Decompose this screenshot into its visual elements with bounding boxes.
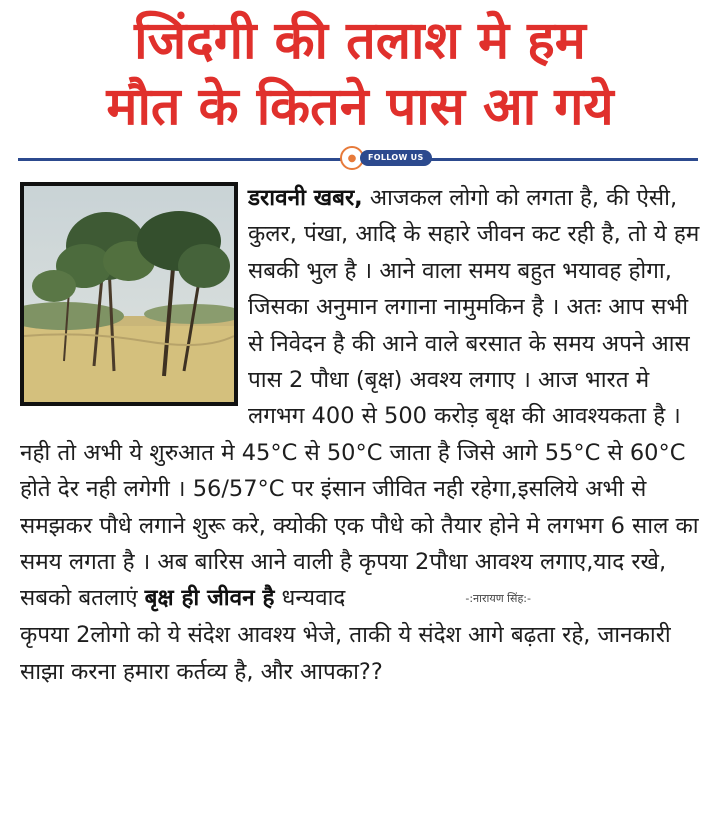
follow-logo-icon: ● — [340, 146, 364, 170]
article-body — [20, 180, 708, 690]
lead-bold: डरावनी खबर, — [248, 185, 363, 211]
follow-us-label: FOLLOW US — [360, 150, 432, 166]
photo-float-spacer — [20, 180, 248, 408]
headline-line-1: जिंदगी की तलाश मे हम — [134, 10, 586, 71]
article-paragraph-1: आजकल लोगो को लगता है, की ऐसी, कुलर, पंखा, आदि के सहारे जीवन कट रही है, तो ये हम सबकी भुल है । आने वाला समय बहुत भयावह होगा, जिसका अनुमान लगाना नामुमकिन है । अतः आप सभी से निवेदन है की आने वाले बरसात के समय अपने आस पास 2 पौधा (बृक्ष) अवश्य लगाए । आज भारत मे लगभग 400 से 500 करोड़ बृक्ष की आवश्यकता है । नही तो अभी ये शुरुआत मे 45°C से 50°C जाता है जिसे आगे 55°C से 60°C होते देर नही लगेगी । 56/57°C पर इंसान जीवित नही रहेगा,इसलिये अभी से समझकर पौधे लगाने शुरू करे, क्योकी एक पौधे को तैयार होने मे लगभग 6 साल का समय लगता है । अब बारिस आने वाली है कृपया 2पौधा आवश्य लगाए,याद रखे, सबको बतलाएं — [20, 185, 700, 612]
author-signature: -:नारायण सिंह:- — [465, 591, 531, 605]
thanks-text: धन्यवाद — [274, 585, 346, 612]
headline — [0, 8, 720, 140]
headline-line-2: मौत के कितने पास आ गये — [106, 76, 614, 137]
follow-us-badge[interactable] — [340, 146, 432, 170]
article-paragraph-2: कृपया 2लोगो को ये संदेश आवश्य भेजे, ताकी ये संदेश आगे बढ़ता रहे, जानकारी साझा करना हमारा कर्तव्य है, और आपका?? — [20, 622, 671, 685]
bold-slogan: बृक्ष ही जीवन है — [144, 585, 275, 612]
